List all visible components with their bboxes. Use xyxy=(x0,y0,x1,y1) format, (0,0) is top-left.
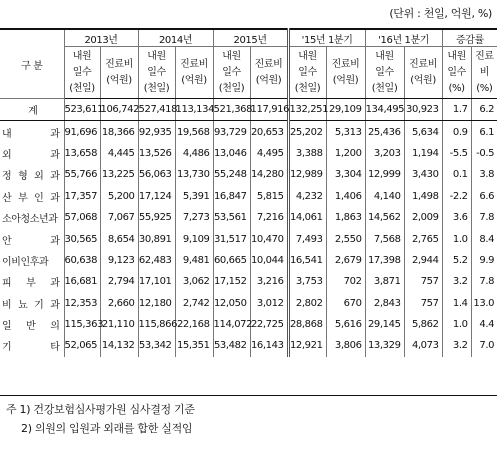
header-days-0: 내원 일수 (천일) xyxy=(64,47,100,99)
footnote-1: 주 1) 건강보험심사평가원 심사결정 기준 xyxy=(6,403,195,416)
table-cell: 1,406 xyxy=(326,186,365,207)
table-cell: 53,561 xyxy=(213,207,250,228)
table-cell: 1,200 xyxy=(326,143,365,164)
table-cell: 3.2 xyxy=(442,335,471,356)
row-label: 정 형 외 과 xyxy=(2,171,60,183)
table-cell: 18,366 xyxy=(100,121,138,143)
table-row xyxy=(0,164,497,185)
table-cell: 13.0 xyxy=(471,293,497,314)
table-cell: 30,891 xyxy=(138,228,175,249)
header-growth: 증감률 xyxy=(442,29,497,47)
table-cell: 13,658 xyxy=(64,143,100,164)
table-cell: 527,418 xyxy=(138,99,175,121)
table-cell: 9.9 xyxy=(471,250,497,271)
table-cell: 2,843 xyxy=(365,293,404,314)
table-cell: 1,498 xyxy=(404,186,442,207)
header-gubun: 구 분 xyxy=(0,29,64,99)
table-cell: 7,216 xyxy=(250,207,288,228)
table-cell: 9,481 xyxy=(175,250,213,271)
table-cell: 17,101 xyxy=(138,271,175,292)
table-cell: 9,109 xyxy=(175,228,213,249)
table-row xyxy=(0,271,497,292)
table-cell: 4.4 xyxy=(471,314,497,335)
table-cell: 3,806 xyxy=(326,335,365,356)
table-cell: 1.0 xyxy=(442,228,471,249)
footnotes xyxy=(6,400,195,438)
header-days-2: 내원 일수 (천일) xyxy=(213,47,250,99)
table-cell: 3.2 xyxy=(442,271,471,292)
table-cell: 3,216 xyxy=(250,271,288,292)
table-cell: 106,742 xyxy=(100,99,138,121)
table-cell: 10,044 xyxy=(250,250,288,271)
table-cell: -2.2 xyxy=(442,186,471,207)
table-cell: 19,568 xyxy=(175,121,213,143)
table-cell: 13,329 xyxy=(365,335,404,356)
table-row xyxy=(0,143,497,164)
table-cell: 2,679 xyxy=(326,250,365,271)
row-label: 기 타 xyxy=(2,342,60,354)
table-cell: 4,140 xyxy=(365,186,404,207)
table-cell: 16,847 xyxy=(213,186,250,207)
table-cell: 114,072 xyxy=(213,314,250,335)
table-cell: -5.5 xyxy=(442,143,471,164)
unit-note: (단위 : 천일, 억원, %) xyxy=(389,7,492,20)
header-year-2015: 2015년 xyxy=(213,29,288,47)
table-cell: 113,134 xyxy=(175,99,213,121)
table-cell: 17,124 xyxy=(138,186,175,207)
table-row xyxy=(0,314,497,335)
table-cell: 132,251 xyxy=(288,99,326,121)
table-cell: 117,916 xyxy=(250,99,288,121)
header-cost-4: 진료비 (억원) xyxy=(404,47,442,99)
table-cell: 3,062 xyxy=(175,271,213,292)
table-row xyxy=(0,228,497,249)
row-label: 계 xyxy=(0,99,64,121)
table-cell: 757 xyxy=(404,293,442,314)
row-label: 비 뇨 기 과 xyxy=(2,299,60,311)
row-label: 산 부 인 과 xyxy=(2,192,60,204)
table-cell: 31,517 xyxy=(213,228,250,249)
header-cost-0: 진료비 (억원) xyxy=(100,47,138,99)
header-cost-1: 진료비 (억원) xyxy=(175,47,213,99)
table-cell: 3,203 xyxy=(365,143,404,164)
table-cell: 5,391 xyxy=(175,186,213,207)
table-cell: 2,944 xyxy=(404,250,442,271)
header-days-3: 내원 일수 (천일) xyxy=(288,47,326,99)
table-cell: 17,357 xyxy=(64,186,100,207)
table-cell: 7,568 xyxy=(365,228,404,249)
table-cell: 16,541 xyxy=(288,250,326,271)
table-cell: 3.6 xyxy=(442,207,471,228)
table-cell: 57,068 xyxy=(64,207,100,228)
table-cell: 14,061 xyxy=(288,207,326,228)
header-year-2013: 2013년 xyxy=(64,29,138,47)
table-cell: 134,495 xyxy=(365,99,404,121)
table-row xyxy=(0,335,497,356)
table-cell: 1,863 xyxy=(326,207,365,228)
table-cell: 13,730 xyxy=(175,164,213,185)
table-cell: 12,353 xyxy=(64,293,100,314)
table-cell: 2,550 xyxy=(326,228,365,249)
table-cell: 0.1 xyxy=(442,164,471,185)
table-cell: 6.2 xyxy=(471,99,497,121)
table-cell: 3,012 xyxy=(250,293,288,314)
table-cell: -0.5 xyxy=(471,143,497,164)
table-cell: 13,046 xyxy=(213,143,250,164)
table-cell: 17,152 xyxy=(213,271,250,292)
table-cell: 12,999 xyxy=(365,164,404,185)
table-cell: 3,430 xyxy=(404,164,442,185)
table-cell: 53,342 xyxy=(138,335,175,356)
table-cell: 1.0 xyxy=(442,314,471,335)
table-cell: 7.8 xyxy=(471,207,497,228)
table-cell: 17,398 xyxy=(365,250,404,271)
table-cell: 8.4 xyxy=(471,228,497,249)
table-cell: 4,232 xyxy=(288,186,326,207)
table-cell: 5,200 xyxy=(100,186,138,207)
table-cell: 13,225 xyxy=(100,164,138,185)
table-cell: 53,482 xyxy=(213,335,250,356)
table-cell: 12,989 xyxy=(288,164,326,185)
table-cell: 52,065 xyxy=(64,335,100,356)
table-cell: 6.6 xyxy=(471,186,497,207)
table-row xyxy=(0,207,497,228)
row-label: 일 반 의 xyxy=(2,321,60,333)
table-cell: 14,280 xyxy=(250,164,288,185)
table-cell: 523,611 xyxy=(64,99,100,121)
table-cell: 12,180 xyxy=(138,293,175,314)
table-cell: 2,802 xyxy=(288,293,326,314)
header-days-pct: 내원 일수 (%) xyxy=(442,47,471,99)
row-label: 안 과 xyxy=(2,235,60,247)
table-cell: 2,794 xyxy=(100,271,138,292)
table-cell: 5,616 xyxy=(326,314,365,335)
header-q1-2016: '16년 1분기 xyxy=(365,29,442,47)
table-cell: 3,871 xyxy=(365,271,404,292)
header-days-1: 내원 일수 (천일) xyxy=(138,47,175,99)
table-cell: 13,526 xyxy=(138,143,175,164)
table-cell: 702 xyxy=(326,271,365,292)
table-cell: 757 xyxy=(404,271,442,292)
table-cell: 14,132 xyxy=(100,335,138,356)
header-year-2014: 2014년 xyxy=(138,29,213,47)
table-cell: 20,653 xyxy=(250,121,288,143)
table-cell: 21,110 xyxy=(100,314,138,335)
table-cell: 5,313 xyxy=(326,121,365,143)
table-cell: 7.0 xyxy=(471,335,497,356)
table-bottom-rule xyxy=(0,395,497,396)
table-cell: 28,868 xyxy=(288,314,326,335)
table-cell: 25,436 xyxy=(365,121,404,143)
table-cell: 4,445 xyxy=(100,143,138,164)
table-cell: 1.4 xyxy=(442,293,471,314)
table-cell: 29,109 xyxy=(326,99,365,121)
table-cell: 3,304 xyxy=(326,164,365,185)
table-cell: 6.1 xyxy=(471,121,497,143)
table-cell: 14,562 xyxy=(365,207,404,228)
row-label: 내 과 xyxy=(2,128,60,140)
table-cell: 0.9 xyxy=(442,121,471,143)
table-cell: 4,486 xyxy=(175,143,213,164)
header-cost-pct: 진료 비 (%) xyxy=(471,47,497,99)
table-cell: 55,925 xyxy=(138,207,175,228)
table-cell: 3,388 xyxy=(288,143,326,164)
header-cost-3: 진료비 (억원) xyxy=(326,47,365,99)
table-cell: 3.8 xyxy=(471,164,497,185)
table-cell: 521,368 xyxy=(213,99,250,121)
table-cell: 1.7 xyxy=(442,99,471,121)
table-cell: 22,168 xyxy=(175,314,213,335)
table-row xyxy=(0,186,497,207)
header-q1-2015: '15년 1분기 xyxy=(288,29,365,47)
table-cell: 92,935 xyxy=(138,121,175,143)
table-cell: 16,681 xyxy=(64,271,100,292)
table-cell: 22,725 xyxy=(250,314,288,335)
table-cell: 5.2 xyxy=(442,250,471,271)
table-cell: 2,660 xyxy=(100,293,138,314)
table-cell: 60,638 xyxy=(64,250,100,271)
row-label: 이비인후과 xyxy=(2,256,49,268)
table-row xyxy=(0,99,497,121)
table-cell: 115,363 xyxy=(64,314,100,335)
table-cell: 2,009 xyxy=(404,207,442,228)
table-cell: 25,202 xyxy=(288,121,326,143)
table-cell: 5,815 xyxy=(250,186,288,207)
statistics-table xyxy=(0,28,497,357)
header-cost-2: 진료비 (억원) xyxy=(250,47,288,99)
table-cell: 56,063 xyxy=(138,164,175,185)
row-label: 피 부 과 xyxy=(2,278,60,290)
table-cell: 2,742 xyxy=(175,293,213,314)
table-cell: 12,050 xyxy=(213,293,250,314)
table-cell: 5,634 xyxy=(404,121,442,143)
table-cell: 2,765 xyxy=(404,228,442,249)
table-cell: 93,729 xyxy=(213,121,250,143)
table-cell: 60,665 xyxy=(213,250,250,271)
table-cell: 29,145 xyxy=(365,314,404,335)
table-cell: 7,493 xyxy=(288,228,326,249)
table-cell: 7,273 xyxy=(175,207,213,228)
table-cell: 30,565 xyxy=(64,228,100,249)
table-row xyxy=(0,293,497,314)
table-cell: 55,248 xyxy=(213,164,250,185)
table-cell: 4,495 xyxy=(250,143,288,164)
table-cell: 16,143 xyxy=(250,335,288,356)
table-cell: 62,483 xyxy=(138,250,175,271)
table-cell: 115,866 xyxy=(138,314,175,335)
table-cell: 5,862 xyxy=(404,314,442,335)
table-cell: 1,194 xyxy=(404,143,442,164)
table-cell: 15,351 xyxy=(175,335,213,356)
table-cell: 8,654 xyxy=(100,228,138,249)
table-cell: 670 xyxy=(326,293,365,314)
table-cell: 91,696 xyxy=(64,121,100,143)
table-cell: 7,067 xyxy=(100,207,138,228)
table-cell: 55,766 xyxy=(64,164,100,185)
footnote-2: 2) 의원의 입원과 외래를 합한 실적임 xyxy=(21,422,193,435)
header-days-4: 내원 일수 (천일) xyxy=(365,47,404,99)
table-cell: 10,470 xyxy=(250,228,288,249)
table-cell: 7.8 xyxy=(471,271,497,292)
table-row xyxy=(0,250,497,271)
table-cell: 9,123 xyxy=(100,250,138,271)
row-label: 소아청소년과 xyxy=(2,214,58,226)
table-cell: 12,921 xyxy=(288,335,326,356)
table-cell: 3,753 xyxy=(288,271,326,292)
table-cell: 4,073 xyxy=(404,335,442,356)
table-cell: 30,923 xyxy=(404,99,442,121)
table-row xyxy=(0,121,497,143)
row-label: 외 과 xyxy=(2,149,60,161)
